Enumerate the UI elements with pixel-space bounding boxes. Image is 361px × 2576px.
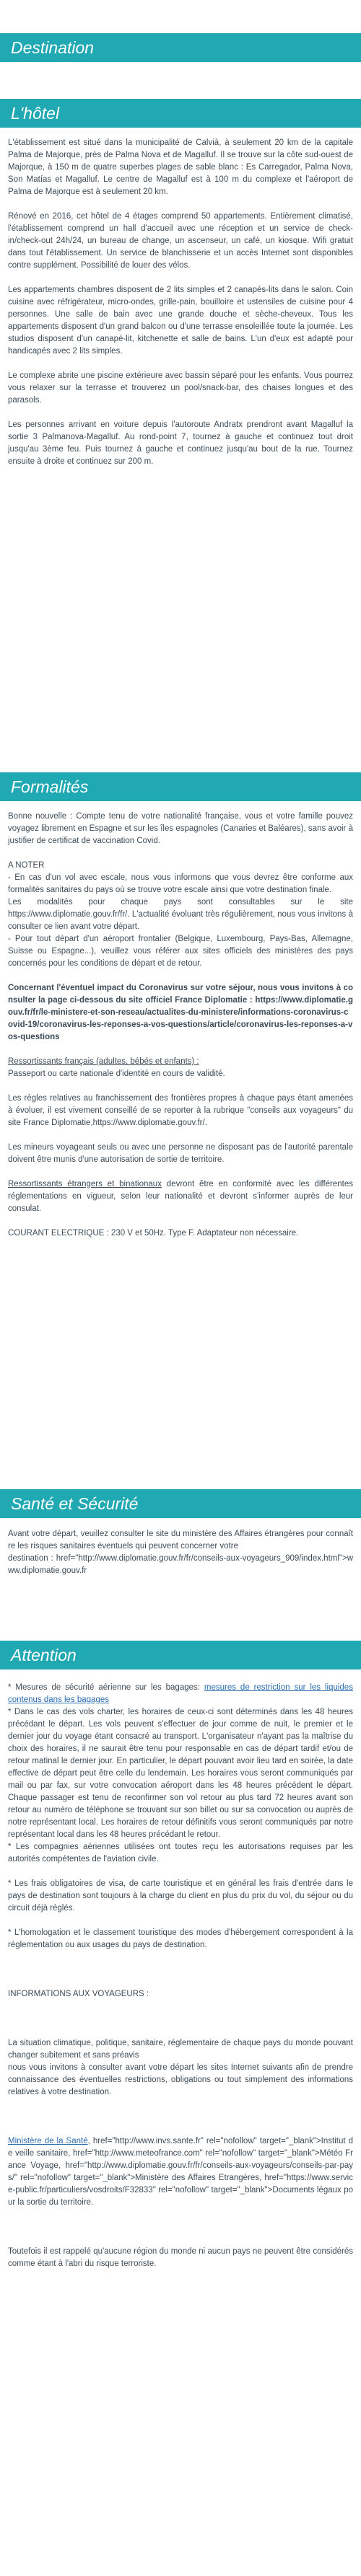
traveler-info-title: INFORMATIONS AUX VOYAGEURS : xyxy=(8,1990,149,1998)
liquids-restriction-link[interactable]: mesures de restriction sur les liquides contenus dans les bagages xyxy=(8,1683,353,1704)
luggage-paragraph xyxy=(8,1682,353,1706)
note-body: - En cas d'un vol avec escale, nous vous informons que vous devrez être conforme aux formalités sanitaires du pays où se trouve votre escale ainsi que votre destination finale. Les modalités pour chaque pays sont consultables sur le site https://www.diplomatie.gouv.fr/fr/. L'actualité évoluant très régulièrement, nous vous invitons à consulter ce lien avant votre départ. - Pour tout départ d'un aéroport frontalier (Belgique, Luxembourg, Pays-Bas, Allemagne, Suisse ou Espagne...), veuillez vous référer aux sites officiels des ministères des pays concernés pour les conditions de départ et de retour. xyxy=(8,873,353,968)
section-header-formalites xyxy=(0,772,361,801)
covid-info-paragraph: Concernant l'éventuel impact du Coronavirus sur votre séjour, nous vous invitons à consulter la page ci-dessous du site officiel France Diplomatie : https://www.diplomatie.gouv.fr/fr/le-ministere-et-son-reseau/actualites-du-ministere/informations-coronavirus-covid-19/coronavirus-les-reponses-a-vos-questions/article/coronavirus-les-reponses-a-vos-questions xyxy=(8,984,353,1041)
hotel-description xyxy=(8,137,353,480)
section-header-hotel xyxy=(0,99,361,128)
note-title: A NOTER xyxy=(8,861,45,870)
section-header-sante xyxy=(0,1489,361,1518)
flight-hours-paragraph: * Dans le cas des vols charter, les horaires de ceux-ci sont déterminés dans les 48 heures précédant le départ. Les vols peuvent s'effectuer de jour comme de nuit, le premier et le dernier jour du voyage étant consacré au transport. L'organisateur n'ayant pas la maîtrise du choix des horaires, il ne saurait être tenu pour responsable en cas de départ tardif et/ou de retour matinal le dernier jour. En particulier, le départ pouvant avoir lieu tard en soirée, la date effective de départ peut être celle du lendemain. Les horaires vous seront communiqués par mail ou par fax, sur votre convocation aéroport dans les 48 heures précédent le départ. Chaque passager est tenu de reconfirmer son vol retour au plus tard 72 heures avant son retour au numéro de téléphone se trouvant sur son billet ou sur sa convocation ou auprès de notre représentant local. Les horaires de retour définitifs vous seront communiqués par notre représentant local dans les 48 heures précédant le retour. * Les compagnies aériennes utilisées ont toutes reçu les autorisations requises par les autorités compétentes de l'aviation civile. xyxy=(8,1708,353,1863)
minors-paragraph: Les mineurs voyageant seuls ou avec une personne ne disposant pas de l'autorité parentale doivent être munis d'une autorisation de sortie de territoire. xyxy=(8,1143,353,1164)
entry-fees-paragraph: * Les frais obligatoires de visa, de carte touristique et en général les frais d'entrée dans le pays de destination sont toujours à la charge du client en plus du prix du vol, du séjour ou du circuit déjà réglés. xyxy=(8,1879,353,1913)
section-title: L'hôtel xyxy=(11,104,60,123)
hotel-facilities-paragraph: Rénové en 2016, cet hôtel de 4 étages comprend 50 appartements. Entièrement climatisé, l'établissement comprend un hall d'accueil avec une réception et un service de check-in/check-out 24h/24, un bureau de change, un ascenseur, un café, un kiosque. Wifi gratuit dans tout l'établissement. Un service de blanchisserie et un accès Internet sont disponibles contre supplément. Possibilité de louer des vélos. xyxy=(8,212,353,270)
hotel-rating-paragraph: * L'homologation et le classement touristique des modes d'hébergement correspondent à la réglementation ou aux usages du pays de destination. xyxy=(8,1928,353,1949)
section-header-attention xyxy=(0,1641,361,1669)
electric-current-paragraph: COURANT ELECTRIQUE : 230 V et 50Hz. Type F. Adaptateur non nécessaire. xyxy=(8,1229,299,1238)
border-rules-paragraph: Les règles relatives au franchissement des frontières propres à chaque pays étant amenées à évoluer, il est vivement conseillé de se reporter à la rubrique "conseils aux voyageurs" du site France Diplomatie,https://www.diplomatie.gouv.fr/. xyxy=(8,1094,353,1127)
hotel-rooms-paragraph: Les appartements chambres disposent de 2 lits simples et 2 canapés-lits dans le salon. Coin cuisine avec réfrigérateur, micro-ondes, grille-pain, bouilloire et ustensiles de cuisine pour 4 personnes. Une salle de bain avec une grande douche et sèche-cheveux. Tous les appartements disposent d'un grand balcon ou d'une terrasse ensoleillée toute la journée. Les studios disposent d'un canapé-lit, kitchenette et salle de bains. L'un d'eux est adapté pour handicapés avec 2 lits simples. xyxy=(8,286,353,356)
health-ministry-link[interactable]: Ministère de la Santé xyxy=(8,2137,88,2145)
hotel-location-paragraph: L'établissement est situé dans la municipalité de Calvià, à seulement 20 km de la capitale Palma de Majorque, près de Palma Nova et de Magalluf. Il se trouve sur la côte sud-ouest de Majorque, à 150 m de quatre superbes plages de sable blanc : Es Carregador, Palma Nova, Son Matías et Magalluf. Le centre de Magalluf est à 100 m du complexe et l'aéroport de Palma de Majorque est à seulement 20 km. xyxy=(8,138,353,196)
section-header-destination xyxy=(0,33,361,62)
health-advice-paragraph: Avant votre départ, veuillez consulter le site du ministère des Affaires étrangères pour connaître les risques sanitaires éventuels qui peuvent concerner votre destination : href="http://www.diplomatie.gouv.fr/fr/conseils-aux-voyageurs_909/index.html">www.diplomatie.gouv.fr xyxy=(8,1530,353,1575)
foreign-nationals-body: devront être en conformité avec les différentes réglementations en vigueur, selon leur nationalité et devront s'informer auprès de leur consulat. xyxy=(8,1180,353,1213)
section-title: Formalités xyxy=(11,777,89,796)
section-title: Destination xyxy=(11,38,95,57)
useful-sites-text: , href="http://www.invs.sante.fr" rel="nofollow" target="_blank">Institut de veille sanitaire, href="http://www.meteofrance.com" rel="nofollow" target="_blank">Météo France Voyage, href="http://www.diplomatie.gouv.fr/fr/conseils-aux-voyageurs/conseils-par-pays/" rel="nofollow" target="_blank">Ministère des Affaires Etrangères, href="https://www.service-public.fr/particuliers/vosdroits/F32833" rel="nofollow" target="_blank">Documents légaux pour la sortie du territoire. xyxy=(8,2137,353,2207)
foreign-nationals-paragraph xyxy=(8,1178,353,1215)
foreign-nationals-label: Ressortissants étrangers et binationaux xyxy=(8,1180,162,1188)
terrorism-risk-paragraph: Toutefois il est rappelé qu'aucune région du monde ni aucun pays ne peuvent être considérés comme étant à l'abri du risque terroriste. xyxy=(8,2247,353,2268)
useful-sites-paragraph xyxy=(8,2135,353,2209)
hotel-pool-paragraph: Le complexe abrite une piscine extérieure avec bassin séparé pour les enfants. Vous pourrez vous relaxer sur la terrasse et trouverez un pool/snack-bar, des chaises longues et des parasols. xyxy=(8,371,353,405)
section-title: Santé et Sécurité xyxy=(11,1494,139,1513)
situation-paragraph: La situation climatique, politique, sanitaire, réglementaire de chaque pays du monde pouvant changer subitement et sans préavis nous vous invitons à consulter avant votre départ les sites Internet suivants afin de prendre connaissance des éventuelles restrictions, obligations ou tout simplement des informations relatives à votre destination. xyxy=(8,2039,353,2096)
luggage-prefix: * Mesures de sécurité aérienne sur les bagages: xyxy=(8,1683,204,1692)
formalites-content xyxy=(8,811,353,1252)
attention-content xyxy=(8,1682,353,2282)
french-nationals-label: Ressortissants français (adultes, bébés et enfants) : xyxy=(8,1057,199,1066)
section-title: Attention xyxy=(11,1646,77,1664)
french-nationals-body: Passeport ou carte nationale d'identité en cours de validité. xyxy=(8,1069,225,1078)
nationality-paragraph: Bonne nouvelle : Compte tenu de votre nationalité française, vous et votre famille pouvez voyagez librement en Espagne et sur les îles espagnoles (Canaries et Baléares), sans avoir à justifier de certificat de vaccination Covid. xyxy=(8,812,353,845)
hotel-directions-paragraph: Les personnes arrivant en voiture depuis l'autoroute Andratx prendront avant Magalluf la sortie 3 Palmanova-Magalluf. Au rond-point 7, tournez à gauche et continuez tout droit jusqu'au 3ème feu. Puis tournez à gauche et continuez jusqu'au bout de la rue. Tournez ensuite à droite et continuez sur 200 m. xyxy=(8,420,353,466)
sante-content xyxy=(8,1528,353,1589)
